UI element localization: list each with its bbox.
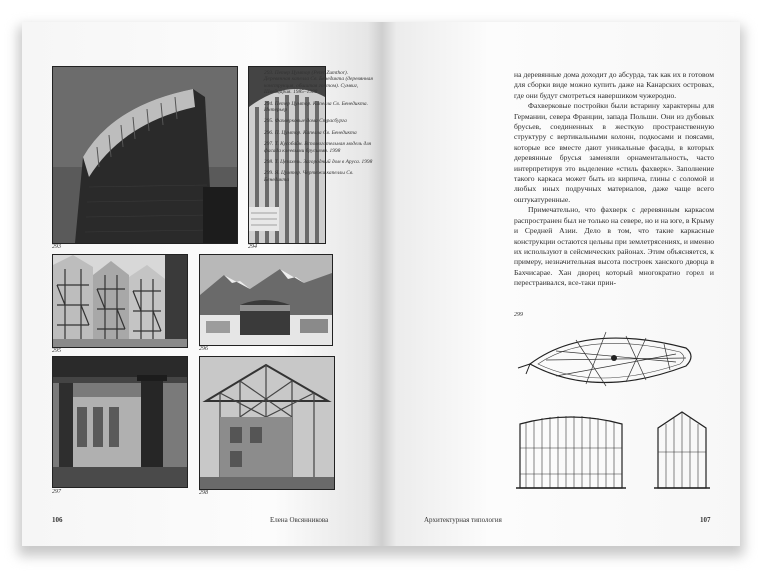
figure-number: 296 [199, 346, 208, 352]
caption: 296. П. Цумтор. Капелла Св. Бенедикта [264, 129, 357, 136]
photo-chapel-mountains [199, 254, 333, 346]
figure-number: 295 [52, 348, 61, 354]
drawing-chapel-plan [516, 318, 702, 398]
figure-number: 297 [52, 489, 61, 495]
photo-chapel-exterior [52, 66, 238, 244]
caption: 298. Т. Цезахель. Загородный дом в Аруса. 1998 [264, 159, 373, 166]
figure-number: 299 [514, 312, 523, 318]
body-text [514, 70, 714, 289]
left-folio: 106 [52, 516, 63, 524]
figure-number: 298 [199, 490, 208, 496]
photo-half-timbered-houses [52, 254, 188, 348]
right-folio: 107 [700, 516, 711, 524]
caption: 293. Петер Цумтор (Peter Zumthor). Деревянная капелла Св. Бенедикта (деревянная конструкция, обшитая гонтом). Сумвиг, Швейцария. 1985–1988 [264, 70, 373, 96]
paragraph: Фахверковые постройки были встарину характерны для Германии, севера Франции, запада Польши. Они из дубовых брусьев, соединенных в жесткую пространственную структуру с вертикальными колонн, подкосами и поясами, которые все вместе дают уникальные фасады, в которых деревянные брусья заменяли орнаментальность, часто интерпретируя это выделение «стиль фахверк». Заполнение такого каркаса может быть из кирпича, глины с соломой и любых иных подручных материалов, даже чаще всего оштукатуренные. [514, 101, 714, 204]
left-running-head: Елена Овсянникова [270, 516, 329, 524]
figure-number: 293 [52, 244, 61, 250]
paragraph: на деревянные дома доходит до абсурда, так как их в готовом для сборки виде можно купить даже на Канарских островах, где они будут смотреться навершиком чужеродно. [514, 70, 714, 100]
caption: 294. Петер Цумтор. Капелла Св. Бенедикта. Интерьер [264, 100, 368, 114]
drawing-chapel-cross-section [654, 408, 710, 494]
captions-column [264, 70, 374, 188]
photo-columns-colonnade [52, 356, 188, 488]
right-running-head: Архитектурная типология [424, 516, 502, 524]
paragraph: Примечательно, что фахверк с деревянным каркасом распространен был не только на севере, но и на юге, в Крыму и Средней Азии. Дело в том, что такие каркасные конструкции остаются цельны при землетрясениях, и именно их используют в сейсмических районах. Этим объясняется, к примеру, незначительная высота построек ханского дворца в Бахчисарае. Хан дворец который многократно горел и перестраивался, все-таки прин- [514, 205, 714, 288]
drawing-chapel-section [516, 408, 626, 494]
caption: 299. Я. Цумтор. Чертежи капеллы Св. Бенедикта [264, 170, 354, 183]
photo-timber-frame-house [199, 356, 335, 490]
caption: 297. Т. Кусобайн. Вспомогательная модель для фасада клеевыми брусьями. 1998 [264, 141, 372, 154]
figure-number: 294 [248, 244, 257, 250]
caption: 295. Фахверковые дома Страсбурга [264, 118, 347, 125]
